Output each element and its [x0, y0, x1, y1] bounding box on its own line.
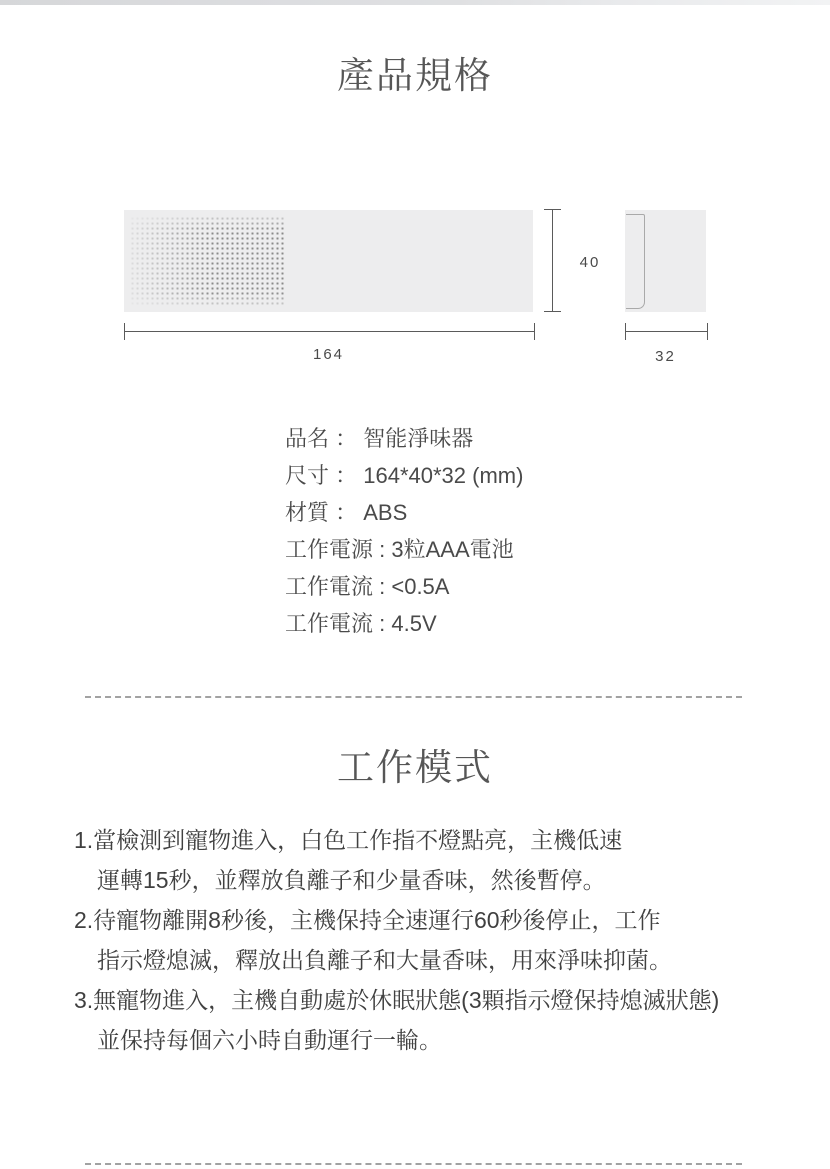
spec-separator: :: [373, 611, 392, 636]
spec-row-material: [285, 494, 523, 531]
spec-label: 工作電源: [285, 537, 374, 562]
spec-value: 4.5V: [391, 611, 437, 636]
height-dimension-line: [544, 209, 561, 312]
spec-separator: :: [373, 537, 392, 562]
spec-row-size: [285, 457, 523, 494]
perforation-grid: [129, 215, 286, 307]
spec-label: 工作電流: [285, 574, 374, 599]
device-side-view: [625, 210, 706, 312]
width-dimension-label: 164: [312, 346, 345, 363]
spec-value: 164*40*32 (mm): [363, 463, 524, 488]
work-mode-line: 1.當檢測到寵物進入，白色工作指不燈點亮，主機低速: [74, 827, 623, 853]
work-mode-line: 3.無寵物進入，主機自動處於休眠狀態(3顆指示燈保持熄滅狀態): [74, 987, 720, 1013]
spec-label: 尺寸: [285, 463, 330, 488]
spec-section-title: 產品規格: [337, 55, 493, 96]
work-mode-line: 並保持每個六小時自動運行一輪。: [97, 1027, 442, 1053]
spec-label: 工作電流: [285, 611, 374, 636]
dimension-line: [552, 210, 553, 311]
spec-row-voltage: [285, 605, 523, 642]
spec-list: [285, 420, 523, 642]
spec-label: 材質: [285, 500, 330, 525]
section-divider: [85, 696, 742, 698]
work-mode-line: 指示燈熄滅，釋放出負離子和大量香味，用來淨味抑菌。: [97, 947, 672, 973]
depth-dimension-line: [625, 323, 708, 340]
device-front-view: [124, 210, 533, 312]
work-mode-line: 運轉15秒，並釋放負離子和少量香味，然後暫停。: [97, 867, 606, 893]
spec-separator: ：: [329, 463, 364, 488]
section-divider: [85, 1163, 742, 1165]
spec-separator: :: [373, 574, 392, 599]
work-mode-item-3: [74, 980, 814, 1060]
side-panel-outline: [626, 214, 645, 309]
spec-value: <0.5A: [391, 574, 450, 599]
spec-value: 智能淨味器: [363, 426, 474, 451]
spec-separator: ：: [329, 426, 364, 451]
spec-row-name: [285, 420, 523, 457]
spec-value: 3粒AAA電池: [391, 537, 514, 562]
previous-section-edge: [0, 0, 830, 5]
work-mode-line: 2.待寵物離開8秒後，主機保持全速運行60秒後停止，工作: [74, 907, 661, 933]
work-mode-list: [74, 820, 814, 1060]
spec-separator: ：: [329, 500, 364, 525]
spec-value: ABS: [363, 500, 408, 525]
height-dimension-label: 40: [579, 254, 601, 271]
work-mode-section-title: 工作模式: [337, 747, 493, 788]
spec-row-power: [285, 531, 523, 568]
width-dimension-line: [124, 323, 535, 340]
spec-row-current: [285, 568, 523, 605]
spec-label: 品名: [285, 426, 330, 451]
depth-dimension-label: 32: [655, 348, 676, 365]
dimension-line: [626, 331, 707, 332]
dimension-line: [125, 331, 534, 332]
work-mode-item-1: [74, 820, 814, 900]
work-mode-item-2: [74, 900, 814, 980]
